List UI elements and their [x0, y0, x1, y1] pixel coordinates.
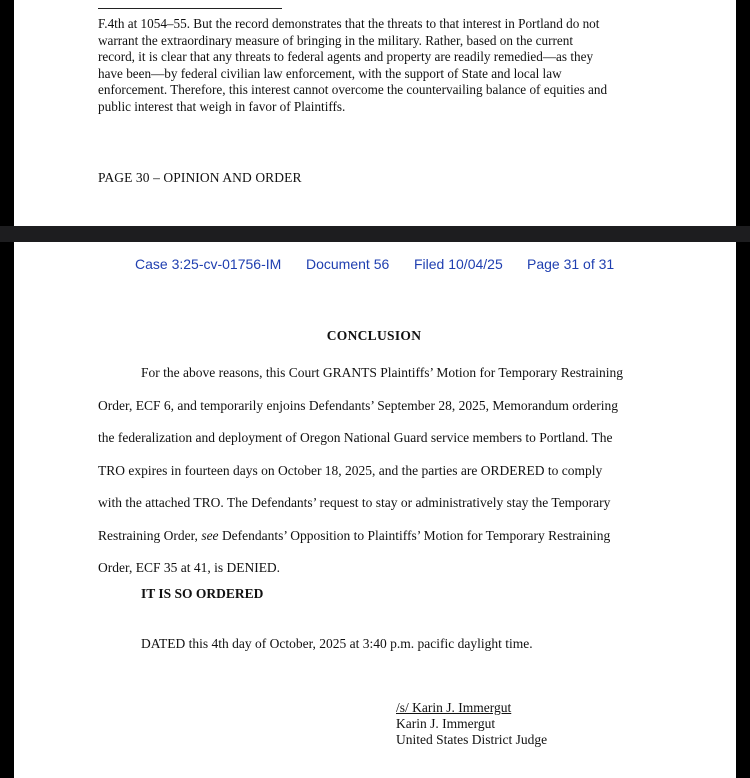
text-line: Order, ECF 35 at 41, is DENIED. [98, 560, 281, 575]
filed-date: Filed 10/04/25 [414, 256, 503, 272]
electronic-signature: /s/ Karin J. Immergut [396, 700, 512, 715]
text-line: public interest that weigh in favor of Plaintiffs. [98, 98, 346, 114]
page-count: Page 31 of 31 [527, 256, 615, 272]
document-number: Document 56 [306, 256, 390, 272]
text-line: enforcement. Therefore, this interest cannot overcome the countervailing balance of equities and [98, 82, 608, 97]
ordered-statement: IT IS SO ORDERED [141, 586, 264, 601]
page-separator [0, 226, 750, 242]
text-line: the federalization and deployment of Oregon National Guard service members to Portland. The [98, 430, 613, 445]
text-line: have been—by federal civilian law enforcement, with the support of State and local law [98, 65, 562, 81]
section-heading: CONCLUSION [326, 328, 422, 343]
conclusion-paragraph [98, 357, 654, 585]
continuation-paragraph [98, 16, 658, 115]
text-segment: Defendants’ Opposition to Plaintiffs’ Motion for Temporary Restraining [218, 527, 611, 543]
previous-page [14, 0, 736, 226]
text-line: F.4th at 1054–55. But the record demonstrates that the threats to that interest in Portland do not [98, 16, 600, 31]
text-line: with the attached TRO. The Defendants’ request to stay or administratively stay the Temporary [98, 495, 611, 510]
italic-signal: see [201, 527, 219, 543]
current-page [14, 242, 736, 778]
signature-block [396, 700, 547, 748]
signer-title: United States District Judge [396, 732, 548, 747]
signer-name: Karin J. Immergut [396, 716, 496, 731]
text-line-with-citation [98, 520, 654, 553]
text-line: record, it is clear that any threats to federal agents and property are readily remedied—as they [98, 49, 594, 64]
text-line: TRO expires in fourteen days on October 18, 2025, and the parties are ORDERED to comply [98, 462, 603, 478]
page-footer: PAGE 30 – OPINION AND ORDER [98, 170, 302, 185]
case-number: Case 3:25-cv-01756-IM [135, 256, 282, 272]
text-segment: Restraining Order, [98, 527, 202, 543]
dated-line: DATED this 4th day of October, 2025 at 3:40 p.m. pacific daylight time. [141, 636, 533, 651]
text-line: For the above reasons, this Court GRANTS Plaintiffs’ Motion for Temporary Restraining [141, 365, 623, 380]
text-line: warrant the extraordinary measure of bringing in the military. Rather, based on the current [98, 32, 574, 48]
text-line: Order, ECF 6, and temporarily enjoins Defendants’ September 28, 2025, Memorandum ordering [98, 397, 618, 413]
footnote-rule [98, 8, 282, 9]
